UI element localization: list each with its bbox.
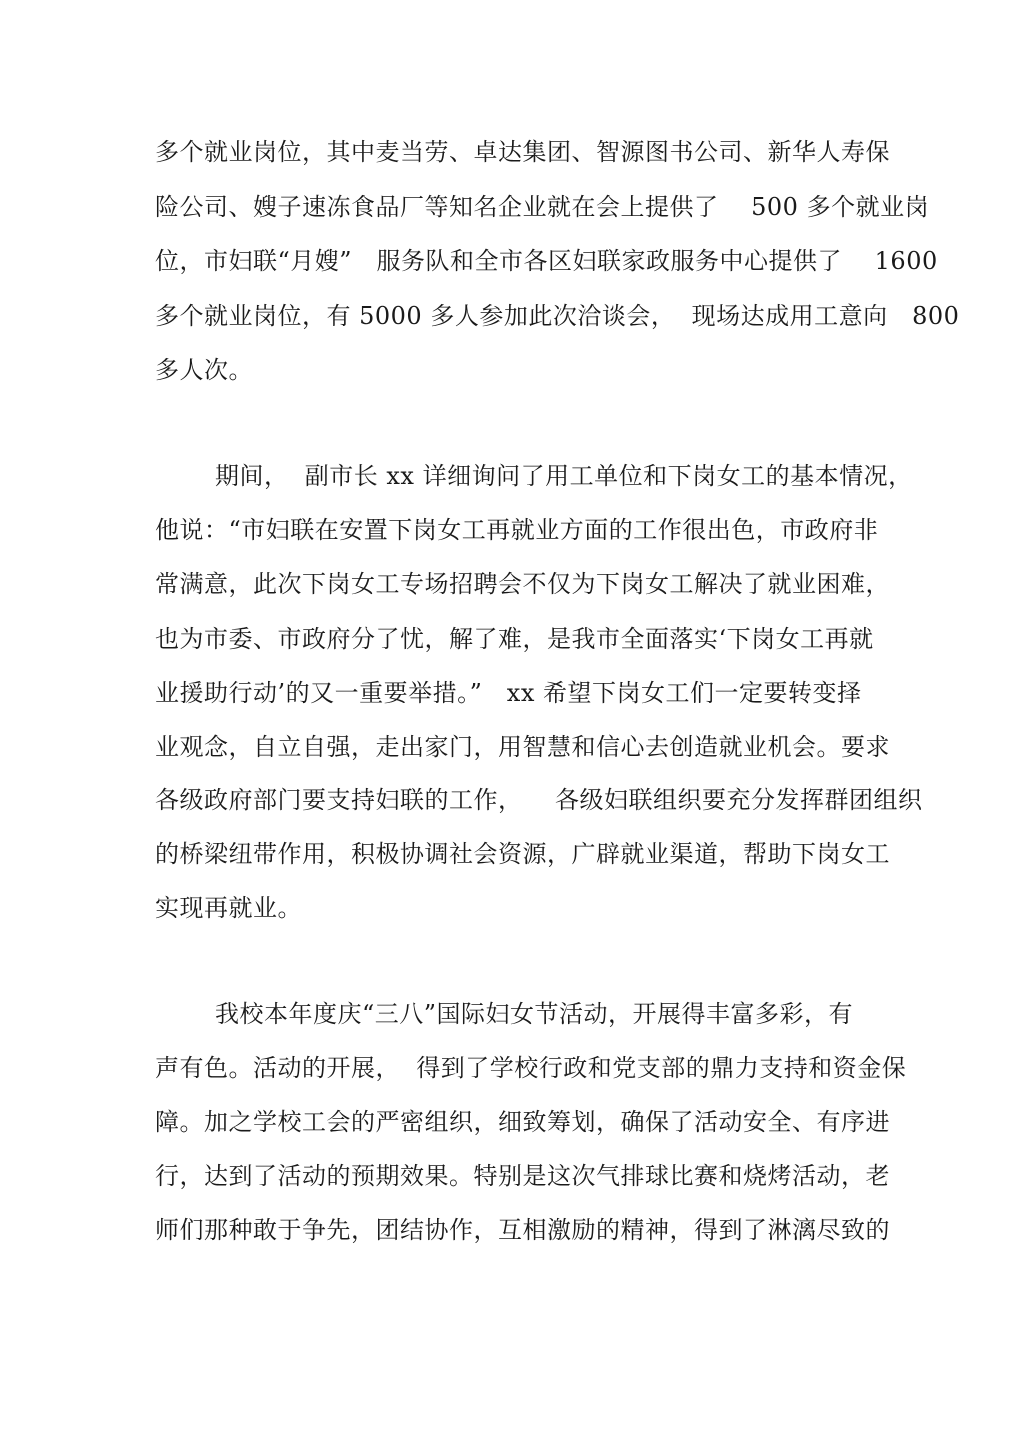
text-line: 师们那种敢于争先，团结协作，互相激励的精神，得到了淋漓尽致的 — [155, 1216, 890, 1244]
text-line: 期间， 副市长 xx 详细询问了用工单位和下岗女工的基本情况， — [215, 462, 913, 490]
text-line: 多个就业岗位，其中麦当劳、卓达集团、智源图书公司、新华人寿保 — [155, 138, 890, 166]
text-line: 业观念，自立自强，走出家门，用智慧和信心去创造就业机会。要求 — [155, 733, 890, 761]
text-line: 多人次。 — [155, 356, 253, 384]
text-line: 常满意，此次下岗女工专场招聘会不仅为下岗女工解决了就业困难， — [155, 570, 890, 598]
text-line: 声有色。活动的开展， 得到了学校行政和党支部的鼎力支持和资金保 — [155, 1054, 907, 1082]
text-line: 业援助行动’的又一重要举措。” xx 希望下岗女工们一定要转变择 — [155, 679, 862, 707]
text-line: 位，市妇联“月嫂” 服务队和全市各区妇联家政服务中心提供了 1600 — [155, 247, 938, 275]
text-line: 多个就业岗位，有 5000 多人参加此次洽谈会， 现场达成用工意向 800 — [155, 302, 960, 330]
text-line: 实现再就业。 — [155, 894, 302, 922]
text-line: 他说：“市妇联在安置下岗女工再就业方面的工作很出色，市政府非 — [155, 516, 879, 544]
text-line: 险公司、嫂子速冻食品厂等知名企业就在会上提供了 500 多个就业岗 — [155, 193, 930, 221]
text-line: 我校本年度庆“三八”国际妇女节活动，开展得丰富多彩，有 — [215, 1000, 854, 1028]
text-line: 也为市委、市政府分了忧，解了难，是我市全面落实‘下岗女工再就 — [155, 625, 874, 653]
text-line: 的桥梁纽带作用，积极协调社会资源，广辟就业渠道，帮助下岗女工 — [155, 840, 890, 868]
text-line: 行，达到了活动的预期效果。特别是这次气排球比赛和烧烤活动，老 — [155, 1162, 890, 1190]
text-line: 各级政府部门要支持妇联的工作， 各级妇联组织要充分发挥群团组织 — [155, 786, 923, 814]
text-line: 障。加之学校工会的严密组织，细致筹划，确保了活动安全、有序进 — [155, 1108, 890, 1136]
